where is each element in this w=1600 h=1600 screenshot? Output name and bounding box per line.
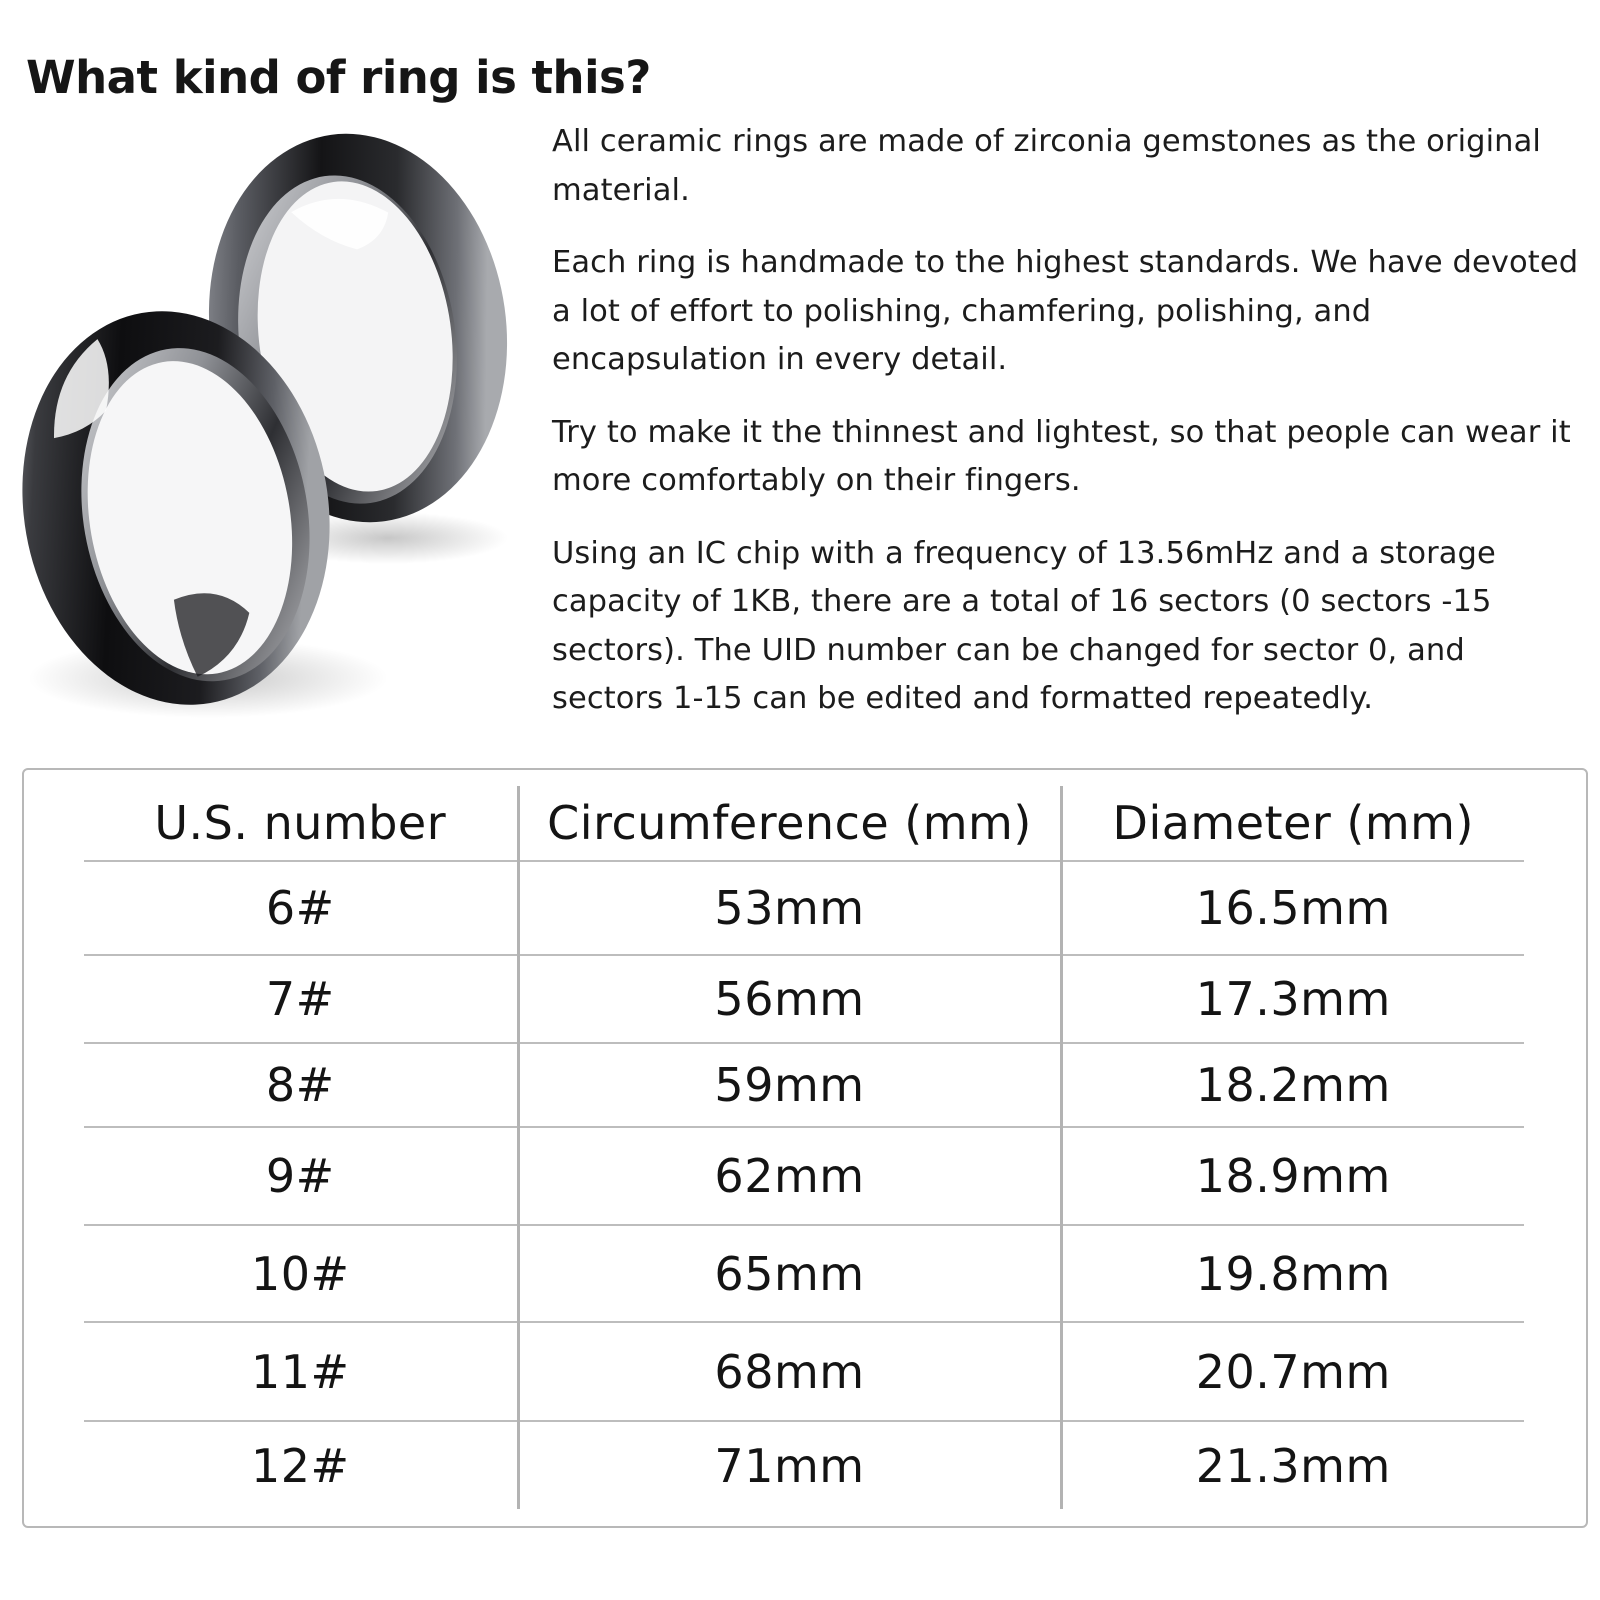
header-us-number: U.S. number <box>84 786 518 861</box>
cell-circumference: 59mm <box>518 1043 1061 1127</box>
description-paragraph: Try to make it the thinnest and lightest, so that people can wear it more comfortably on their fingers. <box>552 414 1571 498</box>
table-row <box>84 1225 1524 1322</box>
cell-diameter: 21.3mm <box>1061 1421 1524 1509</box>
cell-diameter: 17.3mm <box>1061 955 1524 1043</box>
description-paragraph: Using an IC chip with a frequency of 13.56mHz and a storage capacity of 1KB, there are a total of 16 sectors (0 sectors -15 sectors). The UID number can be changed for sector 0, and sectors 1-15 can be edited and formatted repeatedly. <box>552 535 1496 716</box>
table-header-row <box>84 786 1524 861</box>
description-paragraph: All ceramic rings are made of zirconia gemstones as the original material. <box>552 124 1541 208</box>
cell-us-number: 11# <box>84 1322 518 1421</box>
page-title: What kind of ring is this? <box>26 51 651 104</box>
header-circumference: Circumference (mm) <box>518 786 1061 861</box>
cell-us-number: 12# <box>250 1438 350 1493</box>
table-row <box>84 1322 1524 1421</box>
table-row <box>84 861 1524 955</box>
cell-circumference: 65mm <box>518 1225 1061 1322</box>
cell-diameter: 18.9mm <box>1061 1127 1524 1225</box>
table-row <box>84 1421 1524 1509</box>
cell-diameter: 18.2mm <box>1061 1043 1524 1127</box>
ceramic-rings-image <box>8 118 528 758</box>
description <box>552 118 1582 748</box>
cell-us-number: 9# <box>84 1127 518 1225</box>
cell-us-number: 7# <box>84 955 518 1043</box>
cell-diameter: 19.8mm <box>1061 1225 1524 1322</box>
header-diameter: Diameter (mm) <box>1061 786 1524 861</box>
cell-circumference: 71mm <box>518 1421 1061 1509</box>
table-row <box>84 1043 1524 1127</box>
table-row <box>84 955 1524 1043</box>
cell-diameter: 20.7mm <box>1061 1322 1524 1421</box>
size-chart-table <box>84 786 1524 1509</box>
cell-diameter: 16.5mm <box>1061 861 1524 955</box>
cell-circumference: 68mm <box>518 1322 1061 1421</box>
cell-us-number: 6# <box>84 861 518 955</box>
description-paragraph: Each ring is handmade to the highest standards. We have devoted a lot of effort to polishing, chamfering, polishing, and encapsulation in every detail. <box>552 245 1579 377</box>
cell-us-number: 8# <box>84 1043 518 1127</box>
size-chart-panel <box>22 768 1588 1528</box>
cell-circumference: 62mm <box>518 1127 1061 1225</box>
cell-circumference: 56mm <box>518 955 1061 1043</box>
cell-circumference: 53mm <box>518 861 1061 955</box>
cell-us-number: 10# <box>84 1225 518 1322</box>
table-row <box>84 1127 1524 1225</box>
